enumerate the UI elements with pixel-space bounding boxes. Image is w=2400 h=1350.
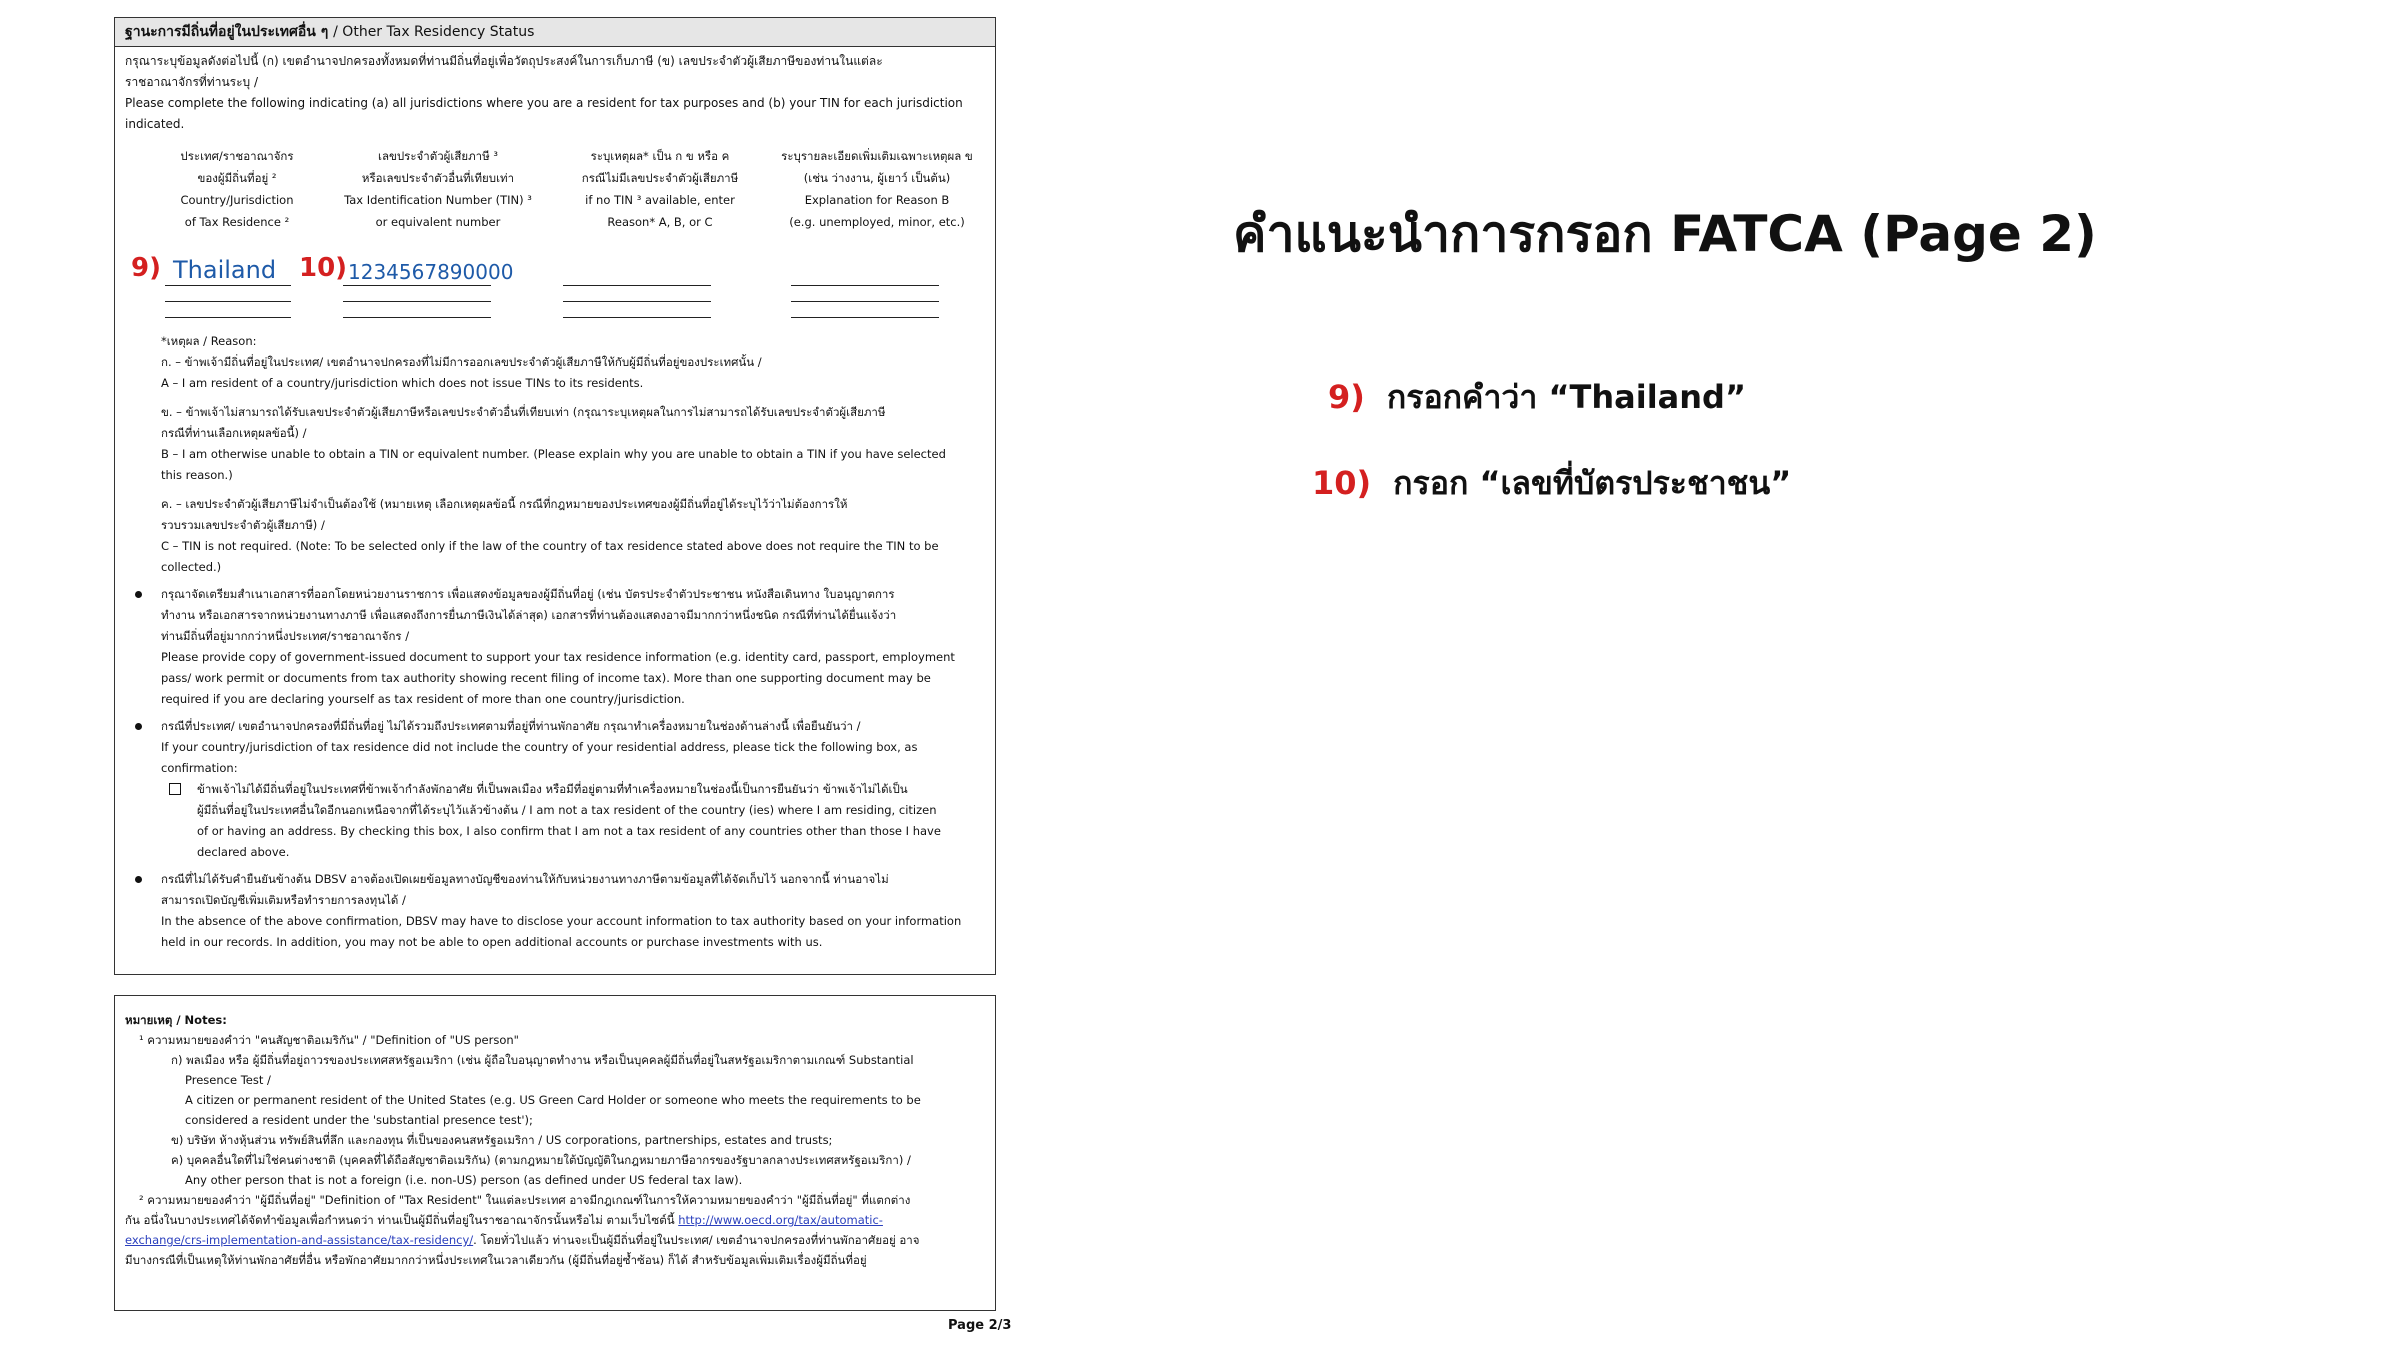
header-english: / Other Tax Residency Status xyxy=(333,24,535,40)
note-2-line-2: กัน อนึ่งในบางประเทศได้จัดทำข้อมูลเพื่อกำหนดว่า ท่านเป็นผู้มีถิ่นที่อยู่ในราชอาณาจักรนั้นหรือไม่ ตามเว็บไซต์นี้ http://www.oecd.org/tax/automatic- xyxy=(125,1213,883,1227)
oecd-link[interactable]: http://www.oecd.org/tax/automatic- xyxy=(678,1213,883,1227)
instruction-item-10: 10) กรอก “เลขที่บัตรประชาชน” xyxy=(1312,464,1792,502)
intro-english-line-1: Please complete the following indicating (a) all jurisdictions where you are a resident for tax purposes and (b) your TIN for each jurisdiction xyxy=(125,96,963,110)
instruction-item-9: 9) กรอกคำว่า “Thailand” xyxy=(1328,378,1746,416)
intro-thai-line-2: ราชอาณาจักรที่ท่านระบุ / xyxy=(125,75,259,89)
column-reason: ระบุเหตุผล* เป็น ก ข หรือ ค กรณีไม่มีเลขประจำตัวผู้เสียภาษี if no TIN ³ available, enter Reason* A, B, or C xyxy=(581,149,739,229)
note-1: ¹ ความหมายของคำว่า "คนสัญชาติอเมริกัน" / "Definition of "US person" xyxy=(139,1033,519,1047)
form-section-header xyxy=(115,18,995,47)
intro-english-line-2: indicated. xyxy=(125,117,185,131)
explain-underline-1 xyxy=(791,285,939,286)
reason-section xyxy=(115,329,995,953)
reason-c-english-2: collected.) xyxy=(161,560,222,574)
bullet-dot-icon xyxy=(135,591,142,598)
reason-a-thai: ก. – ข้าพเจ้ามีถิ่นที่อยู่ในประเทศ/ เขตอำนาจปกครองที่ไม่มีการออกเลขประจำตัวผู้เสียภาษีให้กับผู้มีถิ่นที่อยู่ของประเทศนั้น / xyxy=(161,355,762,369)
reason-underline-2 xyxy=(563,301,711,302)
marker-tin: 10) xyxy=(299,253,348,283)
column-country: ประเทศ/ราชอาณาจักร ของผู้มีถิ่นที่อยู่ ² Country/Jurisdiction of Tax Residence ² xyxy=(180,149,294,229)
intro-thai-line-1: กรุณาระบุข้อมูลดังต่อไปนี้ (ก) เขตอำนาจปกครองทั้งหมดที่ท่านมีถิ่นที่อยู่เพื่อวัตถุประสงค์ในการเก็บภาษี (ข) เลขประจำตัวผู้เสียภาษีของท่านในแต่ละ xyxy=(125,54,883,68)
confirmation-checkbox[interactable] xyxy=(169,783,181,795)
reason-c-english-1: C – TIN is not required. (Note: To be selected only if the law of the country of tax residence stated above does not require the TIN to be xyxy=(161,539,939,553)
bullet-documents: กรุณาจัดเตรียมสำเนาเอกสารที่ออกโดยหน่วยงานราชการ เพื่อแสดงข้อมูลของผู้มีถิ่นที่อยู่ (เช่น บัตรประจำตัวประชาชน หนังสือเดินทาง ใบอนุญาตการ ทำงาน หรือเอกสารจากหน่วยงานทางภาษี เพื่อแสดงถึงการยื่นภาษีเงินได้ล่าสุด) เอกสารที่ท่านต้องแสดงอาจมีมากกว่าหนึ่งชนิด กรณีที่ท่านได้ยื่นแจ้งว่า ท่านมีถิ่นที่อยู่มากกว่าหนึ่งประเทศ/ราชอาณาจักร / Please provide copy of government-issued document to support your tax residence information (e.g. identity card, passport, employment pass/ work permit or documents from tax authority showing recent filing of income tax). More than one supporting document may be required if you are declaring yourself as tax resident of more than one country/jurisdiction. xyxy=(125,584,983,710)
confirmation-checkbox-row: ข้าพเจ้าไม่ได้มีถิ่นที่อยู่ในประเทศที่ข้าพเจ้ากำลังพักอาศัย ที่เป็นพลเมือง หรือมีที่อยู่ตามที่ทำเครื่องหมายในช่องนี้เป็นการยืนยันว่า ข้าพเจ้าไม่ได้เป็น ผู้มีถิ่นที่อยู่ในประเทศอื่นใดอีกนอกเหนือจากที่ได้ระบุไว้แล้วข้างต้น / I am not a tax resident of the country (ies) where I am residing, citizen of or having an address. By checking this box, I also confirm that I am not a tax resident of any countries other than those I have declared above. xyxy=(125,779,983,863)
explain-underline-3 xyxy=(791,317,939,318)
reason-b-english-1: B – I am otherwise unable to obtain a TIN or equivalent number. (Please explain why you are unable to obtain a TIN if you have selected xyxy=(161,447,946,461)
instruction-number: 9) xyxy=(1328,378,1365,416)
column-tin: เลขประจำตัวผู้เสียภาษี ³ หรือเลขประจำตัวอื่นที่เทียบเท่า Tax Identification Number (TIN) ³ or equivalent number xyxy=(344,149,532,229)
bullet-dot-icon xyxy=(135,723,142,730)
notes-box: หมายเหตุ / Notes: ¹ ความหมายของคำว่า "คนสัญชาติอเมริกัน" / "Definition of "US person" ก) พลเมือง หรือ ผู้มีถิ่นที่อยู่ถาวรของประเทศสหรัฐอเมริกา (เช่น ผู้ถือใบอนุญาตทำงาน หรือเป็นบุคคลผู้มีถิ่นที่อยู่ในสหรัฐอเมริกาตามเกณฑ์ Substantial Presence Test / A citizen or permanent resident of the United States (e.g. US Green Card Holder or someone who meets the requirements to be considered a resident under the 'substantial presence test'); ข) บริษัท ห้างหุ้นส่วน ทรัพย์สินที่ลึก และกองทุน ที่เป็นของคนสหรัฐอเมริกา / US corporations, partnerships, estates and trusts; ค) บุคคลอื่นใดที่ไม่ใช่คนต่างชาติ (บุคคลที่ได้ถือสัญชาติอเมริกัน) (ตามกฎหมายใต้บัญญัติในกฎหมายภาษีอากรของรัฐบาลกลางประเทศสหรัฐอเมริกา) / Any other person that is not a foreign (i.e. non-US) person (as defined under US federal tax law). ² ความหมายของคำว่า "ผู้มีถิ่นที่อยู่" "Definition of "Tax Resident" ในแต่ละประเทศ อาจมีกฎเกณฑ์ในการให้ความหมายของคำว่า "ผู้มีถิ่นที่อยู่" ที่แตกต่าง กัน อนึ่งในบางประเทศได้จัดทำข้อมูลเพื่อกำหนดว่า ท่านเป็นผู้มีถิ่นที่อยู่ในราชอาณาจักรนั้นหรือไม่ ตามเว็บไซต์นี้ http://www.oecd.org/tax/automatic- exchange/crs-implementation-and-assistance/tax-residency/. โดยทั่วไปแล้ว ท่านจะเป็นผู้มีถิ่นที่อยู่ในประเทศ/ เขตอำนาจปกครองที่ท่านพักอาศัยอยู่ อาจ มีบางกรณีที่เป็นเหตุให้ท่านพักอาศัยที่อื่น หรือพักอาศัยมากกว่าหนึ่งประเทศในเวลาเดียวกัน (ผู้มีถิ่นที่อยู่ซ้ำซ้อน) ก็ได้ สำหรับข้อมูลเพิ่มเติมเรื่องผู้มีถิ่นที่อยู่ xyxy=(114,995,996,1311)
reason-b-english-2: this reason.) xyxy=(161,468,233,482)
reason-a-english: A – I am resident of a country/jurisdiction which does not issue TINs to its residents. xyxy=(161,376,644,390)
reason-title: *เหตุผล / Reason: xyxy=(161,334,257,348)
bullet-residence-confirmation: กรณีที่ประเทศ/ เขตอำนาจปกครองที่มีถิ่นที่อยู่ ไม่ได้รวมถึงประเทศตามที่อยู่ที่ท่านพักอาศัย กรุณาทำเครื่องหมายในช่องด้านล่างนี้ เพื่อยืนยันว่า / If your country/jurisdiction of tax residence did not include the country of your residential address, please tick the following box, as confirmation: xyxy=(125,716,983,779)
note-2-line-3: exchange/crs-implementation-and-assistance/tax-residency/. โดยทั่วไปแล้ว ท่านจะเป็นผู้มีถิ่นที่อยู่ในประเทศ/ เขตอำนาจปกครองที่ท่านพักอาศัยอยู่ อาจ xyxy=(125,1233,920,1247)
country-value[interactable]: Thailand xyxy=(173,256,277,284)
country-underline-2 xyxy=(165,301,291,302)
reason-underline-1 xyxy=(563,285,711,286)
tin-underline-1 xyxy=(343,285,491,286)
header-thai: ฐานะการมีถิ่นที่อยู่ในประเทศอื่น ๆ xyxy=(125,24,329,40)
bullet-dot-icon xyxy=(135,876,142,883)
country-underline-3 xyxy=(165,317,291,318)
explain-underline-2 xyxy=(791,301,939,302)
tin-underline-2 xyxy=(343,301,491,302)
column-explanation: ระบุรายละเอียดเพิ่มเติมเฉพาะเหตุผล ข (เช่น ว่างงาน, ผู้เยาว์ เป็นต้น) Explanation for Reason B (e.g. unemployed, minor, etc.) xyxy=(781,149,973,229)
oecd-link-continued[interactable]: exchange/crs-implementation-and-assistance/tax-residency/ xyxy=(125,1233,474,1247)
tax-residency-form xyxy=(114,17,996,975)
bullet-disclosure: กรณีที่ไม่ได้รับคำยืนยันข้างต้น DBSV อาจต้องเปิดเผยข้อมูลทางบัญชีของท่านให้กับหน่วยงานทางภาษีตามข้อมูลที่ได้จัดเก็บไว้ นอกจากนี้ ท่านอาจไม่ สามารถเปิดบัญชีเพิ่มเติมหรือทำรายการลงทุนได้ / In the absence of the above confirmation, DBSV may have to disclose your account information to tax authority based on your information held in our records. In addition, you may not be able to open additional accounts or purchase investments with us. xyxy=(125,869,983,953)
notes-title: หมายเหตุ / Notes: xyxy=(125,1013,227,1027)
instruction-number: 10) xyxy=(1312,464,1372,502)
reason-c-thai-2: รวบรวมเลขประจำตัวผู้เสียภาษี) / xyxy=(161,518,325,532)
reason-b-thai-2: กรณีที่ท่านเลือกเหตุผลข้อนี้) / xyxy=(161,426,307,440)
note-2: ² ความหมายของคำว่า "ผู้มีถิ่นที่อยู่" "Definition of "Tax Resident" ในแต่ละประเทศ อาจมีกฎเกณฑ์ในการให้ความหมายของคำว่า "ผู้มีถิ่นที่อยู่" ที่แตกต่าง xyxy=(139,1193,911,1207)
marker-country: 9) xyxy=(131,253,161,283)
tin-value[interactable]: 1234567890000 xyxy=(348,260,514,284)
reason-underline-3 xyxy=(563,317,711,318)
reason-b-thai-1: ข. – ข้าพเจ้าไม่สามารถได้รับเลขประจำตัวผู้เสียภาษีหรือเลขประจำตัวอื่นที่เทียบเท่า (กรุณาระบุเหตุผลในการไม่สามารถได้รับเลขประจำตัวผู้เสียภาษี xyxy=(161,405,886,419)
residency-table xyxy=(115,145,995,305)
country-underline-1 xyxy=(165,285,291,286)
page-number: Page 2/3 xyxy=(948,1318,1012,1333)
form-intro xyxy=(115,47,995,135)
reason-c-thai-1: ค. – เลขประจำตัวผู้เสียภาษีไม่จำเป็นต้องใช้ (หมายเหตุ เลือกเหตุผลข้อนี้ กรณีที่กฎหมายของประเทศของผู้มีถิ่นที่อยู่ได้ระบุไว้ว่าไม่ต้องการให้ xyxy=(161,497,848,511)
tin-underline-3 xyxy=(343,317,491,318)
instruction-title: คำแนะนำการกรอก FATCA (Page 2) xyxy=(1233,205,2097,263)
